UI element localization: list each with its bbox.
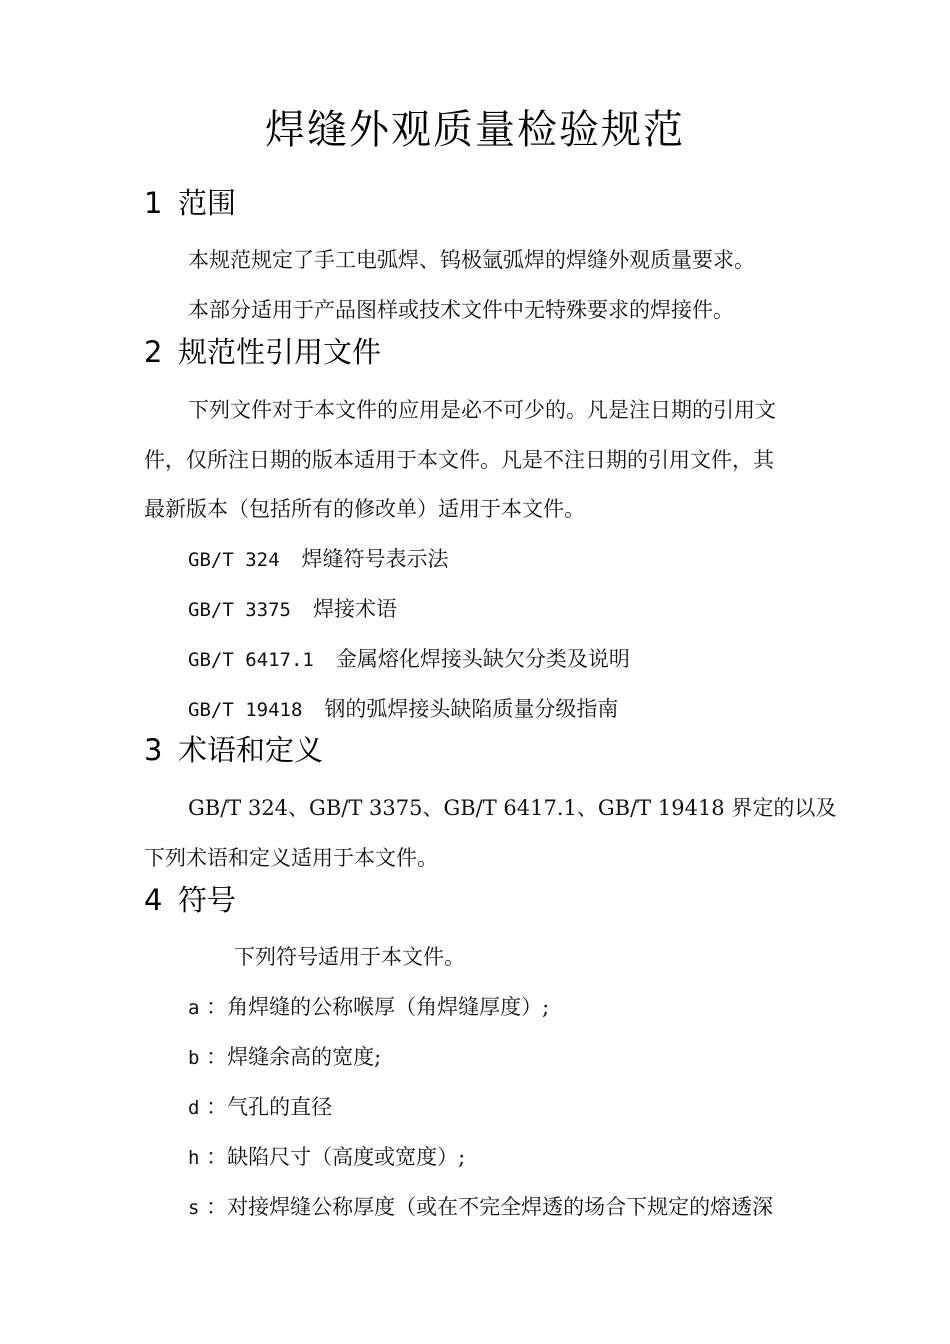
symbol-item: [188, 1092, 853, 1123]
symbol-description: ：缺陷尺寸（高度或宽度）;: [206, 1145, 466, 1169]
paragraph-line: 件，仅所注日期的版本适用于本文件。凡是不注日期的引用文件，其: [144, 448, 774, 472]
reference-item: [188, 594, 853, 625]
section-number: 4: [144, 883, 163, 917]
standard-title: 钢的弧焊接头缺陷质量分级指南: [324, 697, 619, 721]
standard-title: 金属熔化焊接头缺欠分类及说明: [335, 647, 630, 671]
paragraph-line: 最新版本（包括所有的修改单）适用于本文件。: [144, 497, 585, 521]
section-heading-normative-references: [144, 332, 381, 372]
symbol-description: ：角焊缝的公称喉厚（角焊缝厚度）;: [206, 995, 550, 1019]
paragraph: 本部分适用于产品图样或技术文件中无特殊要求的焊接件。: [188, 298, 734, 322]
section-title: 术语和定义: [178, 733, 324, 767]
standard-title: 焊接术语: [312, 597, 397, 621]
section-title: 符号: [178, 883, 237, 917]
symbol-description: ：气孔的直径: [206, 1095, 333, 1119]
reference-item: [188, 544, 853, 575]
paragraph: 本规范规定了手工电弧焊、钨极氩弧焊的焊缝外观质量要求。: [188, 248, 755, 272]
section-number: 2: [144, 335, 163, 369]
symbol-item: [188, 992, 853, 1023]
section-heading-terms-definitions: [144, 730, 323, 770]
symbol: b: [188, 1047, 200, 1069]
section-heading-scope: [144, 183, 236, 223]
standard-code: GB/T 3375: [188, 599, 291, 621]
symbol-description: ：对接焊缝公称厚度（或在不完全焊透的场合下规定的熔透深: [206, 1195, 774, 1219]
document-title: 焊缝外观质量检验规范: [265, 107, 685, 153]
symbol-item: [188, 1192, 853, 1223]
paragraph-line: 下列文件对于本文件的应用是必不可少的。凡是注日期的引用文: [188, 398, 776, 422]
reference-item: [188, 644, 853, 675]
symbol: h: [188, 1147, 200, 1169]
section-heading-symbols: [144, 880, 236, 920]
paragraph-line: 下列术语和定义适用于本文件。: [144, 846, 438, 870]
section-title: 规范性引用文件: [178, 335, 382, 369]
section-number: 3: [144, 733, 163, 767]
section-title: 范围: [178, 186, 237, 220]
standard-title: 焊缝符号表示法: [301, 547, 449, 571]
paragraph-line: GB/T 324、GB/T 3375、GB/T 6417.1、GB/T 19418 界定的以及: [188, 796, 837, 820]
paragraph: 下列符号适用于本文件。: [234, 945, 465, 969]
standard-code: GB/T 324: [188, 549, 280, 571]
symbol-description: ：焊缝余高的宽度;: [206, 1045, 382, 1069]
standard-code: GB/T 19418: [188, 699, 303, 721]
section-number: 1: [144, 186, 163, 220]
standard-code: GB/T 6417.1: [188, 649, 314, 671]
symbol-item: [188, 1142, 853, 1173]
symbol-item: [188, 1042, 853, 1073]
reference-item: [188, 694, 853, 725]
symbol: a: [188, 997, 200, 1019]
symbol: s: [188, 1197, 200, 1219]
symbol: d: [188, 1097, 200, 1119]
